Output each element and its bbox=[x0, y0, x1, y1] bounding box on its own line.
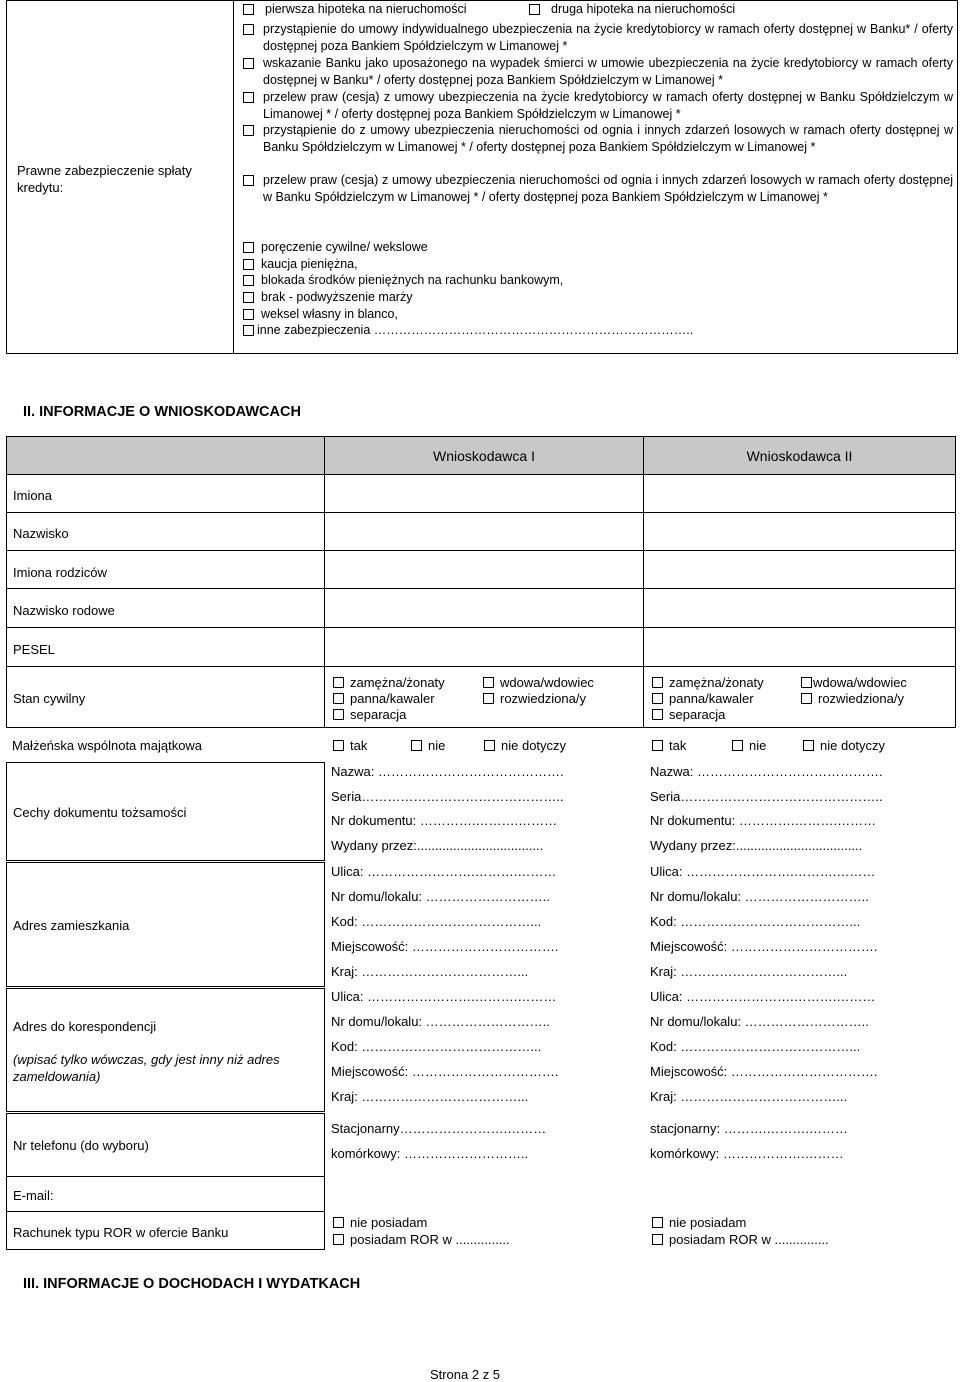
wspolnota-nd-1-checkbox[interactable] bbox=[484, 740, 495, 751]
wspolnota-nd-2-checkbox[interactable] bbox=[803, 740, 814, 751]
security-simple-checkbox[interactable] bbox=[243, 292, 254, 303]
ror-tak-2-checkbox[interactable] bbox=[652, 1234, 663, 1245]
security-item-checkbox[interactable] bbox=[243, 58, 254, 69]
nazwisko-rodowe-2-field[interactable] bbox=[643, 588, 956, 628]
tel2-stac[interactable]: stacjonarny: ……….……….……… bbox=[650, 1121, 848, 1136]
security-item-checkbox[interactable] bbox=[243, 92, 254, 103]
tel2-kom[interactable]: komórkowy: ……………….……… bbox=[650, 1146, 844, 1161]
separacja-1-checkbox[interactable] bbox=[333, 709, 344, 720]
addr2-nr[interactable]: Nr domu/lokalu: ……………………….. bbox=[650, 889, 869, 904]
pesel-2-field[interactable] bbox=[643, 627, 956, 667]
security-simple-checkbox[interactable] bbox=[243, 275, 254, 286]
security-simple-checkbox[interactable] bbox=[243, 309, 254, 320]
addr3-kod[interactable]: Kod: …………………………………... bbox=[331, 1039, 542, 1054]
ror-nie-1-checkbox[interactable] bbox=[333, 1217, 344, 1228]
security-item-text: przelew praw (cesja) z umowy ubezpieczenia na życie kredytobiorcy w ramach oferty dostępnej w Banku Spółdzielczym w Limanowej * / oferty dostępnej poza Bankiem Spółdzielczym w Limanowej * bbox=[263, 90, 953, 121]
wdowa-2-checkbox[interactable] bbox=[801, 677, 812, 688]
tel1-kom[interactable]: komórkowy: ……………………….. bbox=[331, 1146, 529, 1161]
security-label-cell bbox=[7, 1, 234, 353]
addr4-miejsc[interactable]: Miejscowość: ……………………………. bbox=[650, 1064, 878, 1079]
addr1-miejsc[interactable]: Miejscowość: ……………………………. bbox=[331, 939, 559, 954]
addr1-kraj[interactable]: Kraj: ………………………………... bbox=[331, 964, 529, 979]
security-simple-checkbox[interactable] bbox=[243, 325, 254, 336]
imiona-1-field[interactable] bbox=[324, 474, 644, 513]
security-item-checkbox[interactable] bbox=[243, 24, 254, 35]
wdowa-1-checkbox[interactable] bbox=[483, 677, 494, 688]
security-simple-checkbox[interactable] bbox=[243, 242, 254, 253]
row-imiona-label: Imiona bbox=[6, 474, 325, 513]
nazwisko-2-field[interactable] bbox=[643, 512, 956, 551]
wspolnota-tak-1-checkbox[interactable] bbox=[333, 740, 344, 751]
rozwiedziona-2-checkbox[interactable] bbox=[801, 693, 812, 704]
row-nazwisko-label: Nazwisko bbox=[6, 512, 325, 551]
wspolnota-nie-1-checkbox[interactable] bbox=[411, 740, 422, 751]
addr1-ulica[interactable]: Ulica: …………………….……….……… bbox=[331, 864, 557, 879]
row-ror-label: Rachunek typu ROR w ofercie Banku bbox=[6, 1211, 325, 1250]
imiona-rodzicow-1-field[interactable] bbox=[324, 550, 644, 589]
row-email-label: E-mail: bbox=[6, 1176, 325, 1212]
imiona-2-field[interactable] bbox=[643, 474, 956, 513]
page-number: Strona 2 z 5 bbox=[429, 1367, 501, 1382]
row-telefon-label: Nr telefonu (do wyboru) bbox=[6, 1113, 325, 1177]
header-blank-cell bbox=[6, 436, 325, 475]
first-mortgage-checkbox[interactable] bbox=[243, 4, 254, 15]
tel1-stac[interactable]: Stacjonarny…………………….……… bbox=[331, 1121, 547, 1136]
security-item-text: przystąpienie do z umowy ubezpieczenia nieruchomości od ognia i innych zdarzeń losowych w ramach oferty dostępnej w Banku Spółdzielczym w Limanowej * / oferty dostępnej poza Bankiem Spółdzielczym w Limanowej * bbox=[263, 123, 953, 154]
rozwiedziona-1-checkbox[interactable] bbox=[483, 693, 494, 704]
second-mortgage-label: druga hipoteka na nieruchomości bbox=[551, 2, 736, 16]
doc2-nazwa[interactable]: Nazwa: ……………………………………. bbox=[650, 764, 883, 779]
addr4-nr[interactable]: Nr domu/lokalu: ……………………….. bbox=[650, 1014, 869, 1029]
doc1-nazwa[interactable]: Nazwa: ……………………………………. bbox=[331, 764, 564, 779]
addr3-ulica[interactable]: Ulica: …………………….……….……… bbox=[331, 989, 557, 1004]
panna-1-checkbox[interactable] bbox=[333, 693, 344, 704]
addr1-kod[interactable]: Kod: …………………………………... bbox=[331, 914, 542, 929]
doc1-seria[interactable]: Seria……………………………………….. bbox=[331, 789, 564, 804]
doc1-wydany[interactable]: Wydany przez:................................... bbox=[331, 838, 544, 853]
nazwisko-1-field[interactable] bbox=[324, 512, 644, 551]
ror-tak-1-checkbox[interactable] bbox=[333, 1234, 344, 1245]
security-item-checkbox[interactable] bbox=[243, 175, 254, 186]
doc2-wydany[interactable]: Wydany przez:................................... bbox=[650, 838, 863, 853]
addr2-ulica[interactable]: Ulica: …………………….……….……… bbox=[650, 864, 876, 879]
addr4-kraj[interactable]: Kraj: ………………………………... bbox=[650, 1089, 848, 1104]
addr4-ulica[interactable]: Ulica: …………………….……….……… bbox=[650, 989, 876, 1004]
addr1-nr[interactable]: Nr domu/lokalu: ……………………….. bbox=[331, 889, 550, 904]
doc1-nr[interactable]: Nr dokumentu: ………….……….……… bbox=[331, 813, 558, 828]
addr2-kraj[interactable]: Kraj: ………………………………... bbox=[650, 964, 848, 979]
doc2-seria[interactable]: Seria……………………………………….. bbox=[650, 789, 883, 804]
addr3-nr[interactable]: Nr domu/lokalu: ……………………….. bbox=[331, 1014, 550, 1029]
zamezna-1-checkbox[interactable] bbox=[333, 677, 344, 688]
security-item-checkbox[interactable] bbox=[243, 125, 254, 136]
addr3-kraj[interactable]: Kraj: ………………………………... bbox=[331, 1089, 529, 1104]
security-item-text: przelew praw (cesja) z umowy ubezpieczenia nieruchomości od ognia i innych zdarzeń losowych w ramach oferty dostępnej w Banku Spółdzielczym w Limanowej * / oferty dostępnej poza Bankiem Spółdzielczym w Limanowej * bbox=[263, 173, 953, 204]
row-dokument-label: Cechy dokumentu tożsamości bbox=[6, 762, 325, 861]
stan-cywilny-2: zamężna/żonaty wdowa/wdowiec panna/kawaler rozwiedziona/y separacja bbox=[643, 666, 956, 728]
imiona-rodzicow-2-field[interactable] bbox=[643, 550, 956, 589]
row-nazwisko-rodowe-label: Nazwisko rodowe bbox=[6, 588, 325, 628]
addr4-kod[interactable]: Kod: …………………………………... bbox=[650, 1039, 861, 1054]
second-mortgage-checkbox[interactable] bbox=[529, 4, 540, 15]
row-adres-koresp-label: Adres do korespondencji (wpisać tylko wówczas, gdy jest inny niż adres zameldowania) bbox=[6, 988, 325, 1112]
addr3-miejsc[interactable]: Miejscowość: ……………………………. bbox=[331, 1064, 559, 1079]
doc2-nr[interactable]: Nr dokumentu: ………….……….……… bbox=[650, 813, 877, 828]
addr2-miejsc[interactable]: Miejscowość: ……………………………. bbox=[650, 939, 878, 954]
stan-cywilny-1: zamężna/żonaty wdowa/wdowiec panna/kawaler rozwiedziona/y separacja bbox=[324, 666, 644, 728]
section-3-title: III. INFORMACJE O DOCHODACH I WYDATKACH bbox=[23, 1276, 361, 1292]
separacja-2-checkbox[interactable] bbox=[652, 709, 663, 720]
row-pesel-label: PESEL bbox=[6, 627, 325, 667]
applicant-1-title: Wnioskodawca I bbox=[433, 448, 535, 464]
applicant-2-title: Wnioskodawca II bbox=[746, 448, 853, 464]
section-2-title: II. INFORMACJE O WNIOSKODAWCACH bbox=[23, 404, 301, 420]
nazwisko-rodowe-1-field[interactable] bbox=[324, 588, 644, 628]
row-stan-cywilny-label: Stan cywilny bbox=[6, 666, 325, 728]
ror-nie-2-checkbox[interactable] bbox=[652, 1217, 663, 1228]
security-simple-checkbox[interactable] bbox=[243, 259, 254, 270]
wspolnota-tak-2-checkbox[interactable] bbox=[652, 740, 663, 751]
header-applicant-1 bbox=[324, 436, 644, 475]
header-applicant-2 bbox=[643, 436, 956, 475]
zamezna-2-checkbox[interactable] bbox=[652, 677, 663, 688]
row-adres-label: Adres zamieszkania bbox=[6, 862, 325, 987]
security-item-text: wskazanie Banku jako uposażonego na wypadek śmierci w umowie ubezpieczenia na życie kredytobiorcy w ramach oferty dostępnej w Banku* / oferty dostępnej poza Bankiem Spółdzielczym w Limanowej * bbox=[263, 56, 953, 87]
wspolnota-label: Małżeńska wspólnota majątkowa bbox=[12, 738, 203, 753]
adres-koresp-note: (wpisać tylko wówczas, gdy jest inny niż adres zameldowania) bbox=[13, 1052, 280, 1084]
security-item-text: przystąpienie do umowy indywidualnego ubezpieczenia na życie kredytobiorcy w ramach oferty dostępnej w Banku* / oferty dostępnej poza Bankiem Spółdzielczym w Limanowej * bbox=[263, 22, 953, 53]
pesel-1-field[interactable] bbox=[324, 627, 644, 667]
row-imiona-rodzicow-label: Imiona rodziców bbox=[6, 550, 325, 589]
wspolnota-nie-2-checkbox[interactable] bbox=[732, 740, 743, 751]
panna-2-checkbox[interactable] bbox=[652, 693, 663, 704]
first-mortgage-label: pierwsza hipoteka na nieruchomości bbox=[265, 2, 467, 16]
addr2-kod[interactable]: Kod: …………………………………... bbox=[650, 914, 861, 929]
security-table: Prawne zabezpieczenie spłaty kredytu: pierwsza hipoteka na nieruchomości druga hipoteka na nieruchomości przystąpienie do umowy indywidualnego ubezpieczenia na życie kredytobiorcy w ramach oferty dostępnej w Banku* / oferty dostępnej poza Bankiem Spółdzielczym w Limanowej * wskazanie Banku jako uposażonego na wypadek śmierci w umowie ubezpieczenia na życie kredytobiorcy w ramach oferty dostępnej w Banku* / oferty dostępnej poza Bankiem Spółdzielczym w Limanowej * przelew praw (cesja) z umowy ubezpieczenia na życie kredytobiorcy w ramach oferty dostępnej w Banku Spółdzielczym w Limanowej * / oferty dostępnej poza Bankiem Spółdzielczym w Limanowej * przystąpienie do z umowy ubezpieczenia nieruchomości od ognia i innych zdarzeń losowych w ramach oferty dostępnej w Banku Spółdzielczym w Limanowej * / oferty dostępnej poza Bankiem Spółdzielczym w Limanowej * przelew praw (cesja) z umowy ubezpieczenia nieruchomości od ognia i innych zdarzeń losowych w ramach oferty dostępnej w Banku Spółdzielczym w Limanowej * / oferty dostępnej poza Bankiem Spółdzielczym w Limanowej * poręczenie cywilne/ wekslowe kaucja pieniężna, blokada środków pieniężnych na rachunku bankowym, brak - podwyższenie marży weksel własny in blanco, inne zabezpieczenia ………………………………………………………………….. bbox=[6, 0, 958, 354]
security-label: Prawne zabezpieczenie spłaty kredytu: bbox=[17, 163, 192, 195]
